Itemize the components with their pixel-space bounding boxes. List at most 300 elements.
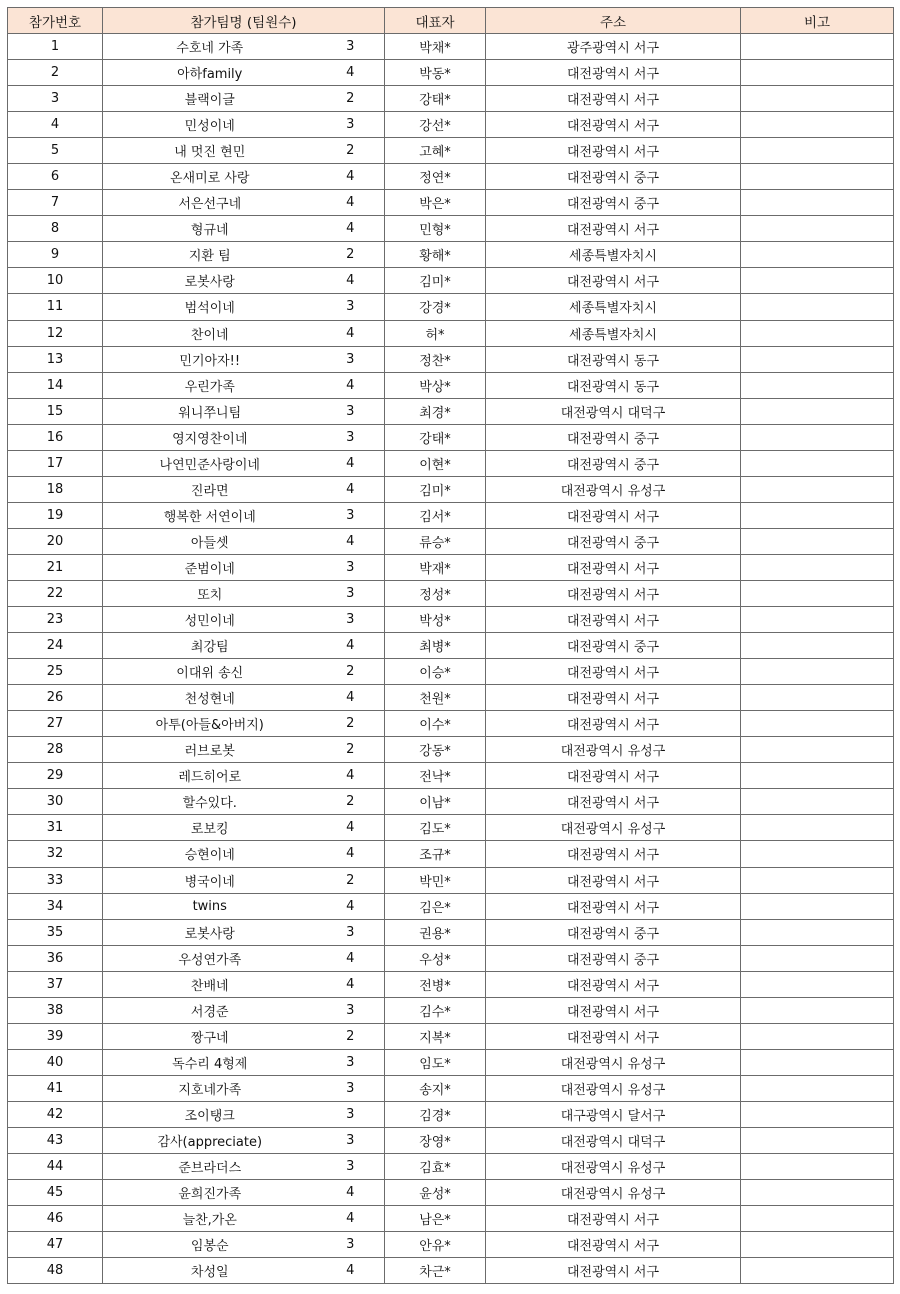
address: 대전광역시 서구 <box>486 763 741 789</box>
team-size: 3 <box>317 607 385 633</box>
team-size: 4 <box>317 893 385 919</box>
table-row <box>8 554 894 580</box>
table-row <box>8 112 894 138</box>
address: 대전광역시 유성구 <box>486 737 741 763</box>
address: 대전광역시 서구 <box>486 659 741 685</box>
leader-name: 허* <box>385 320 486 346</box>
team-name: 이대위 송신 <box>103 659 317 685</box>
team-size: 2 <box>317 737 385 763</box>
team-name: 찬배네 <box>103 971 317 997</box>
note <box>741 372 894 398</box>
team-size: 2 <box>317 1023 385 1049</box>
table-row <box>8 737 894 763</box>
row-number: 8 <box>8 216 103 242</box>
row-number: 2 <box>8 60 103 86</box>
table-row <box>8 1232 894 1258</box>
table-row <box>8 372 894 398</box>
leader-name: 조규* <box>385 841 486 867</box>
row-number: 13 <box>8 346 103 372</box>
note <box>741 1232 894 1258</box>
table-row <box>8 1154 894 1180</box>
row-number: 48 <box>8 1258 103 1284</box>
leader-name: 이남* <box>385 789 486 815</box>
address: 대전광역시 중구 <box>486 190 741 216</box>
team-name: 찬이네 <box>103 320 317 346</box>
leader-name: 김도* <box>385 815 486 841</box>
leader-name: 박채* <box>385 34 486 60</box>
header-row <box>8 8 894 34</box>
note <box>741 450 894 476</box>
leader-name: 김효* <box>385 1154 486 1180</box>
note <box>741 867 894 893</box>
note <box>741 554 894 580</box>
note <box>741 580 894 606</box>
leader-name: 강동* <box>385 737 486 763</box>
note <box>741 242 894 268</box>
address: 대전광역시 동구 <box>486 346 741 372</box>
note <box>741 815 894 841</box>
table-row <box>8 1023 894 1049</box>
note <box>741 763 894 789</box>
team-name: 독수리 4형제 <box>103 1049 317 1075</box>
team-name: 내 멋진 현민 <box>103 138 317 164</box>
team-size: 2 <box>317 867 385 893</box>
row-number: 18 <box>8 476 103 502</box>
note <box>741 1075 894 1101</box>
address: 대전광역시 서구 <box>486 893 741 919</box>
row-number: 29 <box>8 763 103 789</box>
header-note: 비고 <box>741 8 894 34</box>
address: 광주광역시 서구 <box>486 34 741 60</box>
address: 대전광역시 유성구 <box>486 1075 741 1101</box>
row-number: 22 <box>8 580 103 606</box>
leader-name: 남은* <box>385 1206 486 1232</box>
address: 대전광역시 중구 <box>486 633 741 659</box>
row-number: 38 <box>8 997 103 1023</box>
table-row <box>8 815 894 841</box>
leader-name: 천원* <box>385 685 486 711</box>
team-name: 천성현네 <box>103 685 317 711</box>
leader-name: 강태* <box>385 86 486 112</box>
table-row <box>8 190 894 216</box>
address: 대전광역시 중구 <box>486 528 741 554</box>
team-name: 행복한 서연이네 <box>103 502 317 528</box>
team-name: 민성이네 <box>103 112 317 138</box>
leader-name: 이현* <box>385 450 486 476</box>
note <box>741 633 894 659</box>
address: 대전광역시 서구 <box>486 86 741 112</box>
team-size: 4 <box>317 476 385 502</box>
table-row <box>8 34 894 60</box>
table-row <box>8 1258 894 1284</box>
team-name: 할수있다. <box>103 789 317 815</box>
team-size: 2 <box>317 86 385 112</box>
leader-name: 김경* <box>385 1101 486 1127</box>
team-name: 레드히어로 <box>103 763 317 789</box>
team-size: 4 <box>317 1206 385 1232</box>
team-size: 4 <box>317 971 385 997</box>
team-name: 영지영찬이네 <box>103 424 317 450</box>
note <box>741 1180 894 1206</box>
team-name: 범석이네 <box>103 294 317 320</box>
address: 대전광역시 유성구 <box>486 815 741 841</box>
table-row <box>8 1180 894 1206</box>
leader-name: 박성* <box>385 607 486 633</box>
address: 대전광역시 유성구 <box>486 1049 741 1075</box>
table-row <box>8 659 894 685</box>
team-name: 지호네가족 <box>103 1075 317 1101</box>
team-size: 4 <box>317 450 385 476</box>
row-number: 11 <box>8 294 103 320</box>
table-row <box>8 580 894 606</box>
team-name: 로봇사랑 <box>103 268 317 294</box>
row-number: 32 <box>8 841 103 867</box>
team-size: 2 <box>317 789 385 815</box>
team-size: 3 <box>317 1154 385 1180</box>
row-number: 30 <box>8 789 103 815</box>
address: 대전광역시 중구 <box>486 164 741 190</box>
team-size: 4 <box>317 190 385 216</box>
table-row <box>8 528 894 554</box>
team-name: 나연민준사랑이네 <box>103 450 317 476</box>
table-row <box>8 1049 894 1075</box>
team-size: 3 <box>317 580 385 606</box>
note <box>741 268 894 294</box>
leader-name: 류승* <box>385 528 486 554</box>
team-name: 승현이네 <box>103 841 317 867</box>
header-no: 참가번호 <box>8 8 103 34</box>
team-size: 4 <box>317 164 385 190</box>
address: 대전광역시 유성구 <box>486 1154 741 1180</box>
note <box>741 1258 894 1284</box>
row-number: 17 <box>8 450 103 476</box>
table-row <box>8 893 894 919</box>
leader-name: 김수* <box>385 997 486 1023</box>
row-number: 41 <box>8 1075 103 1101</box>
table-row <box>8 711 894 737</box>
team-size: 3 <box>317 424 385 450</box>
row-number: 4 <box>8 112 103 138</box>
note <box>741 1101 894 1127</box>
team-name: 임봉순 <box>103 1232 317 1258</box>
note <box>741 685 894 711</box>
header-leader: 대표자 <box>385 8 486 34</box>
leader-name: 강경* <box>385 294 486 320</box>
row-number: 33 <box>8 867 103 893</box>
note <box>741 945 894 971</box>
row-number: 20 <box>8 528 103 554</box>
leader-name: 전병* <box>385 971 486 997</box>
table-row <box>8 476 894 502</box>
leader-name: 박민* <box>385 867 486 893</box>
team-size: 3 <box>317 346 385 372</box>
team-name: 러브로봇 <box>103 737 317 763</box>
leader-name: 정성* <box>385 580 486 606</box>
leader-name: 최병* <box>385 633 486 659</box>
team-name: 짱구네 <box>103 1023 317 1049</box>
team-size: 4 <box>317 945 385 971</box>
note <box>741 476 894 502</box>
team-name: 최강팀 <box>103 633 317 659</box>
team-size: 3 <box>317 1127 385 1153</box>
team-size: 3 <box>317 1232 385 1258</box>
address: 대전광역시 서구 <box>486 1258 741 1284</box>
table-row <box>8 1206 894 1232</box>
leader-name: 송지* <box>385 1075 486 1101</box>
row-number: 14 <box>8 372 103 398</box>
team-name: 서경준 <box>103 997 317 1023</box>
team-name: 로보킹 <box>103 815 317 841</box>
address: 대전광역시 서구 <box>486 711 741 737</box>
row-number: 1 <box>8 34 103 60</box>
row-number: 43 <box>8 1127 103 1153</box>
note <box>741 1206 894 1232</box>
team-name: 우린가족 <box>103 372 317 398</box>
team-name: 준범이네 <box>103 554 317 580</box>
team-size: 4 <box>317 268 385 294</box>
address: 대전광역시 중구 <box>486 919 741 945</box>
table-row <box>8 60 894 86</box>
address: 대전광역시 서구 <box>486 1232 741 1258</box>
table-body <box>8 34 894 1284</box>
row-number: 45 <box>8 1180 103 1206</box>
table-row <box>8 919 894 945</box>
row-number: 47 <box>8 1232 103 1258</box>
team-size: 4 <box>317 633 385 659</box>
note <box>741 320 894 346</box>
team-name: 차성일 <box>103 1258 317 1284</box>
row-number: 6 <box>8 164 103 190</box>
team-size: 4 <box>317 763 385 789</box>
address: 대전광역시 서구 <box>486 1206 741 1232</box>
team-size: 4 <box>317 528 385 554</box>
team-name: 지환 팀 <box>103 242 317 268</box>
team-name: 아하family <box>103 60 317 86</box>
team-size: 4 <box>317 372 385 398</box>
team-name: 병국이네 <box>103 867 317 893</box>
address: 대구광역시 달서구 <box>486 1101 741 1127</box>
team-name: 로봇사랑 <box>103 919 317 945</box>
note <box>741 528 894 554</box>
leader-name: 윤성* <box>385 1180 486 1206</box>
note <box>741 789 894 815</box>
leader-name: 전낙* <box>385 763 486 789</box>
note <box>741 164 894 190</box>
address: 대전광역시 서구 <box>486 268 741 294</box>
address: 세종특별자치시 <box>486 320 741 346</box>
row-number: 26 <box>8 685 103 711</box>
note <box>741 1049 894 1075</box>
address: 대전광역시 서구 <box>486 216 741 242</box>
team-name: 아투(아들&아버지) <box>103 711 317 737</box>
team-name: 서은선구네 <box>103 190 317 216</box>
row-number: 28 <box>8 737 103 763</box>
row-number: 25 <box>8 659 103 685</box>
table-row <box>8 138 894 164</box>
address: 대전광역시 서구 <box>486 685 741 711</box>
team-size: 3 <box>317 554 385 580</box>
team-size: 3 <box>317 919 385 945</box>
team-size: 3 <box>317 502 385 528</box>
team-size: 3 <box>317 1049 385 1075</box>
team-size: 2 <box>317 242 385 268</box>
leader-name: 정찬* <box>385 346 486 372</box>
row-number: 12 <box>8 320 103 346</box>
leader-name: 김미* <box>385 476 486 502</box>
leader-name: 박은* <box>385 190 486 216</box>
row-number: 37 <box>8 971 103 997</box>
table-row <box>8 763 894 789</box>
leader-name: 황해* <box>385 242 486 268</box>
row-number: 9 <box>8 242 103 268</box>
table-row <box>8 502 894 528</box>
note <box>741 893 894 919</box>
team-name: 블랙이글 <box>103 86 317 112</box>
table-row <box>8 1075 894 1101</box>
row-number: 15 <box>8 398 103 424</box>
team-name: 진라면 <box>103 476 317 502</box>
team-name: 워니쭈니팀 <box>103 398 317 424</box>
leader-name: 박상* <box>385 372 486 398</box>
row-number: 40 <box>8 1049 103 1075</box>
leader-name: 장영* <box>385 1127 486 1153</box>
table-row <box>8 607 894 633</box>
note <box>741 1154 894 1180</box>
team-name: 또치 <box>103 580 317 606</box>
table-row <box>8 242 894 268</box>
leader-name: 임도* <box>385 1049 486 1075</box>
header-address: 주소 <box>486 8 741 34</box>
team-size: 4 <box>317 685 385 711</box>
row-number: 5 <box>8 138 103 164</box>
row-number: 7 <box>8 190 103 216</box>
note <box>741 919 894 945</box>
leader-name: 차근* <box>385 1258 486 1284</box>
leader-name: 이승* <box>385 659 486 685</box>
team-size: 2 <box>317 711 385 737</box>
table-row <box>8 320 894 346</box>
address: 세종특별자치시 <box>486 294 741 320</box>
note <box>741 112 894 138</box>
table-row <box>8 841 894 867</box>
leader-name: 정연* <box>385 164 486 190</box>
team-size: 3 <box>317 112 385 138</box>
table-row <box>8 294 894 320</box>
table-row <box>8 346 894 372</box>
address: 대전광역시 서구 <box>486 580 741 606</box>
team-size: 4 <box>317 60 385 86</box>
leader-name: 권용* <box>385 919 486 945</box>
note <box>741 346 894 372</box>
team-name: 감사(appreciate) <box>103 1127 317 1153</box>
leader-name: 박재* <box>385 554 486 580</box>
row-number: 16 <box>8 424 103 450</box>
leader-name: 고혜* <box>385 138 486 164</box>
team-name: 형규네 <box>103 216 317 242</box>
address: 대전광역시 중구 <box>486 424 741 450</box>
row-number: 35 <box>8 919 103 945</box>
row-number: 21 <box>8 554 103 580</box>
leader-name: 지복* <box>385 1023 486 1049</box>
table-row <box>8 945 894 971</box>
note <box>741 294 894 320</box>
address: 대전광역시 서구 <box>486 841 741 867</box>
team-name: 우성연가족 <box>103 945 317 971</box>
table-row <box>8 867 894 893</box>
table-row <box>8 789 894 815</box>
team-size: 3 <box>317 398 385 424</box>
team-size: 4 <box>317 1180 385 1206</box>
leader-name: 우성* <box>385 945 486 971</box>
team-name: 조이탱크 <box>103 1101 317 1127</box>
team-size: 3 <box>317 34 385 60</box>
address: 대전광역시 서구 <box>486 502 741 528</box>
address: 대전광역시 서구 <box>486 112 741 138</box>
team-size: 4 <box>317 815 385 841</box>
note <box>741 737 894 763</box>
table-row <box>8 216 894 242</box>
address: 대전광역시 서구 <box>486 138 741 164</box>
team-size: 4 <box>317 320 385 346</box>
team-name: 준브라더스 <box>103 1154 317 1180</box>
note <box>741 607 894 633</box>
note <box>741 34 894 60</box>
table-row <box>8 86 894 112</box>
row-number: 39 <box>8 1023 103 1049</box>
table-row <box>8 164 894 190</box>
participant-table <box>7 7 894 1284</box>
row-number: 24 <box>8 633 103 659</box>
address: 대전광역시 서구 <box>486 1023 741 1049</box>
header-team: 참가팀명 (팀원수) <box>103 8 385 34</box>
team-size: 2 <box>317 138 385 164</box>
table-row <box>8 1127 894 1153</box>
leader-name: 김미* <box>385 268 486 294</box>
table-row <box>8 971 894 997</box>
team-name: 민기아자!! <box>103 346 317 372</box>
leader-name: 김서* <box>385 502 486 528</box>
note <box>741 86 894 112</box>
row-number: 44 <box>8 1154 103 1180</box>
team-size: 4 <box>317 1258 385 1284</box>
note <box>741 424 894 450</box>
table-row <box>8 1101 894 1127</box>
address: 대전광역시 유성구 <box>486 1180 741 1206</box>
table-row <box>8 424 894 450</box>
leader-name: 김은* <box>385 893 486 919</box>
note <box>741 502 894 528</box>
note <box>741 138 894 164</box>
address: 대전광역시 서구 <box>486 60 741 86</box>
team-name: 늘찬,가온 <box>103 1206 317 1232</box>
address: 세종특별자치시 <box>486 242 741 268</box>
team-size: 4 <box>317 216 385 242</box>
team-name: 성민이네 <box>103 607 317 633</box>
table-row <box>8 398 894 424</box>
row-number: 31 <box>8 815 103 841</box>
note <box>741 711 894 737</box>
note <box>741 190 894 216</box>
note <box>741 659 894 685</box>
team-size: 3 <box>317 1101 385 1127</box>
table-row <box>8 633 894 659</box>
row-number: 10 <box>8 268 103 294</box>
row-number: 36 <box>8 945 103 971</box>
row-number: 23 <box>8 607 103 633</box>
team-name: 윤희진가족 <box>103 1180 317 1206</box>
team-size: 4 <box>317 841 385 867</box>
note <box>741 60 894 86</box>
